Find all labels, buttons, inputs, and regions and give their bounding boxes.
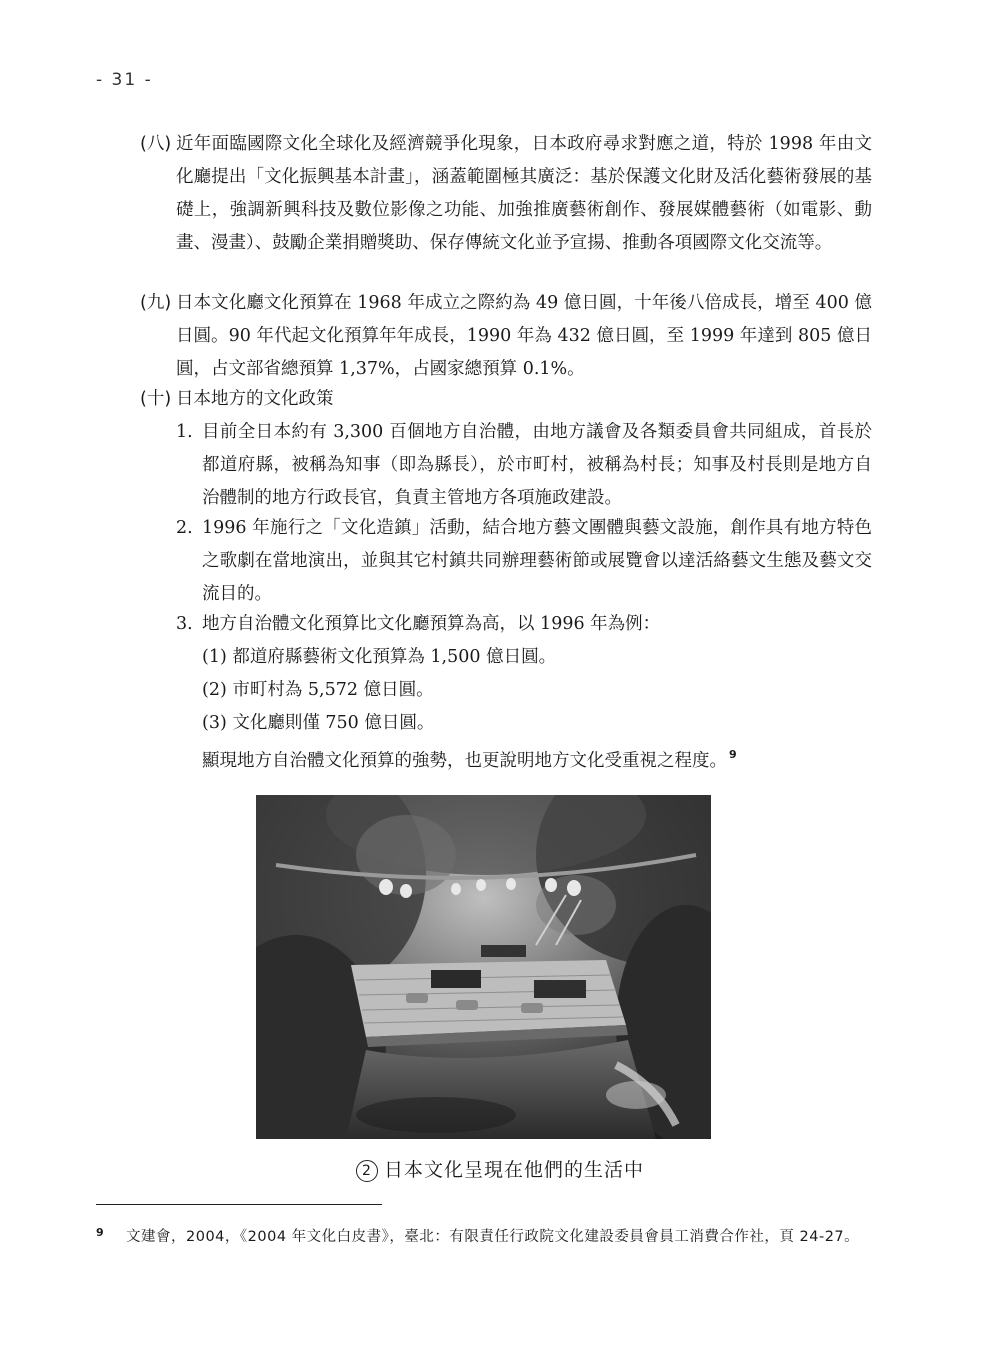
- budget-line-3: (3) 文化廳則僅 750 億日圓。: [202, 713, 435, 733]
- subitem-text: 1996 年施行之「文化造鎮」活動，結合地方藝文團體與藝文設施，創作具有地方特色之歌劇在當地演出，並與其它村鎮共同辦理藝術節或展覽會以達活絡藝文生態及藝文交流目的。: [202, 518, 872, 604]
- footnote: [96, 1226, 876, 1248]
- subitem-3: [176, 608, 872, 641]
- figure-number: 2: [356, 1160, 378, 1182]
- budget-line-1: (1) 都道府縣藝術文化預算為 1,500 億日圓。: [202, 647, 557, 667]
- riverside-dining-photo: [256, 795, 711, 1139]
- page-number: - 31 -: [96, 70, 153, 90]
- subitem-1: [176, 416, 872, 515]
- conclusion-line: [202, 738, 737, 778]
- paragraph-8: [140, 128, 872, 260]
- paragraph-text: 日本地方的文化政策: [176, 389, 334, 409]
- subitem-text: 目前全日本約有 3,300 百個地方自治體，由地方議會及各類委員會共同組成，首長於都道府縣，被稱為知事（即為縣長），於市町村，被稱為村長；知事及村長則是地方自治體制的地方行政長官，負責主管地方各項施政建設。: [202, 422, 872, 508]
- footnote-divider: [96, 1204, 382, 1205]
- footnote-text: 文建會，2004，《2004 年文化白皮書》，臺北：有限責任行政院文化建設委員會員工消費合作社，頁 24-27。: [126, 1229, 860, 1245]
- figure-caption-text: 日本文化呈現在他們的生活中: [383, 1159, 644, 1181]
- paragraph-marker: (十): [140, 389, 172, 409]
- footnote-reference: 9: [729, 748, 737, 761]
- subitem-text: 地方自治體文化預算比文化廳預算為高，以 1996 年為例：: [202, 614, 661, 634]
- subitem-2: [176, 512, 872, 611]
- budget-line-2: (2) 市町村為 5,572 億日圓。: [202, 680, 434, 700]
- conclusion-text: 顯現地方自治體文化預算的強勢，也更說明地方文化受重視之程度。: [202, 751, 727, 771]
- subitem-number: 3.: [176, 614, 193, 634]
- figure-caption: [0, 1155, 1000, 1182]
- subitem-number: 2.: [176, 518, 193, 538]
- footnote-mark: 9: [96, 1226, 105, 1239]
- paragraph-marker: (八): [140, 134, 172, 154]
- photo-illustration: [256, 795, 711, 1139]
- subitem-number: 1.: [176, 422, 193, 442]
- paragraph-text: 近年面臨國際文化全球化及經濟競爭化現象，日本政府尋求對應之道，特於 1998 年由文化廳提出「文化振興基本計畫」，涵蓋範圍極其廣泛：基於保護文化財及活化藝術發展的基礎上，強調新興科技及數位影像之功能、加強推廣藝術創作、發展媒體藝術（如電影、動畫、漫畫）、鼓勵企業捐贈獎助、保存傳統文化並予宣揚、推動各項國際文化交流等。: [176, 134, 872, 253]
- paragraph-9: [140, 287, 872, 386]
- paragraph-text: 日本文化廳文化預算在 1968 年成立之際約為 49 億日圓，十年後八倍成長，增至 400 億日圓。90 年代起文化預算年年成長，1990 年為 432 億日圓，至 1999 年達到 805 億日圓，占文部省總預算 1,37%，占國家總預算 0.1%。: [176, 293, 872, 379]
- paragraph-marker: (九): [140, 293, 172, 313]
- paragraph-10: [140, 383, 872, 416]
